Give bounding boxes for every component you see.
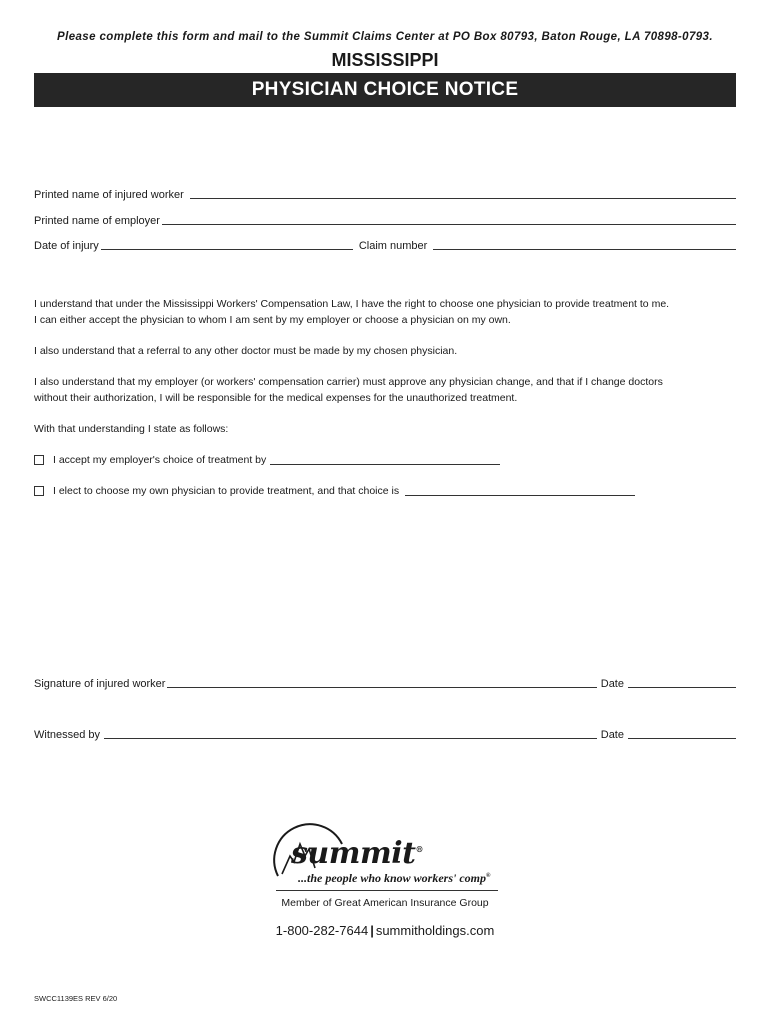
tagline-registered-mark: ® (486, 873, 491, 879)
witness-date-label: Date (600, 729, 624, 741)
employer-name-field[interactable] (34, 211, 736, 227)
member-group-text: Member of Great American Insurance Group (281, 897, 489, 909)
injured-worker-name-label: Printed name of injured worker (34, 189, 184, 201)
option-accept-label: I accept my employer's choice of treatment by (53, 454, 267, 466)
paragraph-line: I also understand that my employer (or workers' compensation carrier) must approve any physician change, and that if I change doctors (34, 376, 663, 388)
registered-mark: ® (415, 844, 423, 854)
brand-name: summit (291, 836, 416, 871)
mail-instruction: Please complete this form and mail to the Summit Claims Center at PO Box 80793, Baton Rouge, LA 70898-0793. (57, 31, 713, 43)
form-title-banner (34, 73, 736, 107)
website-link[interactable]: summitholdings.com (375, 923, 495, 938)
employer-name-label: Printed name of employer (34, 215, 160, 227)
witness-date-blank[interactable] (628, 737, 736, 739)
signature-blank[interactable] (167, 686, 596, 688)
employer-name-blank[interactable] (162, 223, 736, 225)
paragraph-approval (34, 374, 734, 406)
paragraph-referral: I also understand that a referral to any other doctor must be made by my chosen physician. (34, 345, 458, 357)
signature-row (34, 674, 736, 690)
witness-label: Witnessed by (34, 729, 101, 741)
injured-worker-name-field[interactable] (34, 185, 736, 201)
accept-employer-checkbox[interactable] (34, 455, 44, 465)
injury-claim-row (34, 236, 736, 252)
paragraph-line: without their authorization, I will be responsible for the medical expenses for the unauthorized treatment. (34, 392, 518, 404)
claim-number-blank[interactable] (433, 248, 736, 250)
option-accept-employer-choice[interactable] (34, 452, 500, 468)
state-heading: MISSISSIPPI (331, 50, 439, 70)
contact-separator: | (370, 923, 374, 938)
paragraph-statement-intro: With that understanding I state as follows: (34, 423, 229, 435)
option-own-label: I elect to choose my own physician to provide treatment, and that choice is (53, 485, 400, 497)
paragraph-line: I can either accept the physician to whom I am sent by my employer or choose a physician on my own. (34, 314, 511, 326)
own-physician-checkbox[interactable] (34, 486, 44, 496)
tagline-text: ...the people who know workers' comp (298, 871, 487, 885)
form-code: SWCC1139ES REV 6/20 (34, 994, 118, 1003)
logo-divider (276, 890, 498, 891)
employer-physician-blank[interactable] (270, 455, 500, 465)
injured-worker-name-blank[interactable] (190, 197, 736, 199)
contact-line (0, 923, 770, 938)
signature-label: Signature of injured worker (34, 678, 166, 690)
logo-tagline (298, 871, 491, 886)
date-of-injury-blank[interactable] (101, 248, 353, 250)
claim-number-label: Claim number (358, 240, 428, 252)
witness-row (34, 725, 736, 741)
option-own-physician[interactable] (34, 483, 635, 499)
date-of-injury-label: Date of injury (34, 240, 99, 252)
signature-date-label: Date (600, 678, 624, 690)
paragraph-line: I understand that under the Mississippi Workers' Compensation Law, I have the right to choose one physician to provide treatment to me. (34, 298, 670, 310)
form-title: PHYSICIAN CHOICE NOTICE (251, 79, 519, 100)
signature-date-blank[interactable] (628, 686, 736, 688)
own-physician-blank[interactable] (405, 486, 635, 496)
paragraph-right-to-choose (34, 296, 734, 328)
phone-number: 1-800-282-7644 (275, 923, 369, 938)
summit-logo (291, 836, 423, 871)
witness-blank[interactable] (104, 737, 597, 739)
